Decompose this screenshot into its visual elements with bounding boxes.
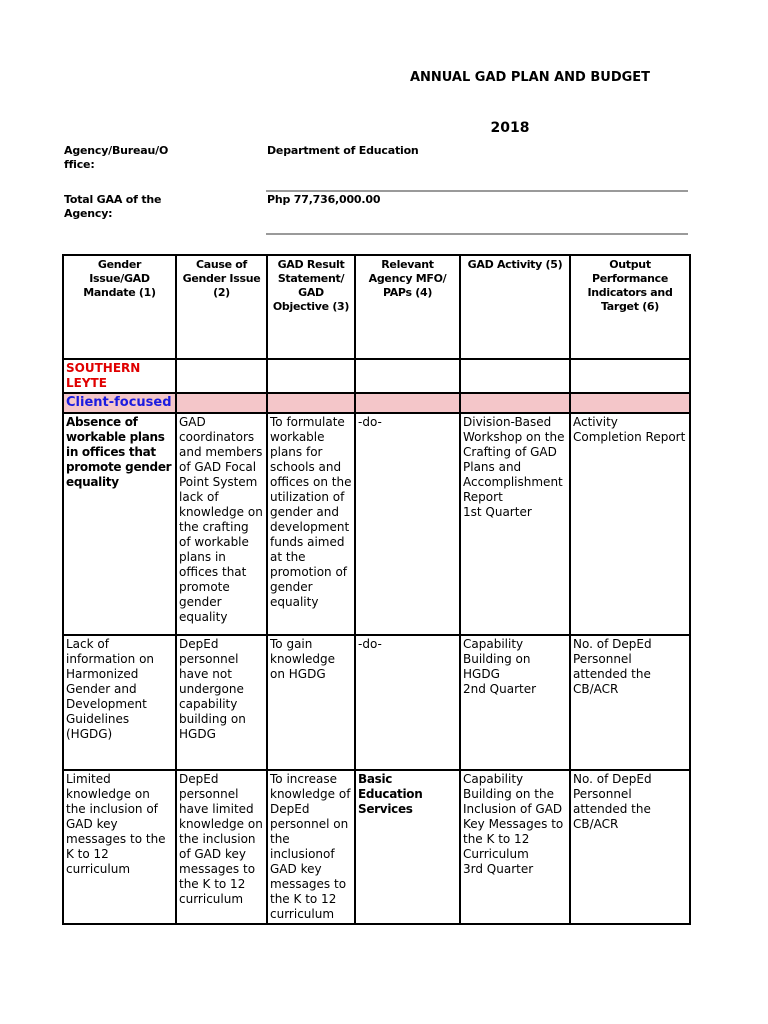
objective-cell: To increase knowledge of DepEd personnel on the inclusionof GAD key messages to the K to 12 curriculum: [267, 770, 355, 924]
section-label: Client-focused: [66, 395, 172, 410]
mfo-cell: -do-: [355, 635, 460, 770]
mfo-cell: Basic Education Services: [355, 770, 460, 924]
agency-label-line1: Agency/Bureau/O: [64, 144, 169, 157]
issue-cell: Limited knowledge on the inclusion of GAD key messages to the K to 12 curriculum: [63, 770, 176, 924]
activity-quarter: 1st Quarter: [463, 505, 532, 519]
issue-cell: Lack of information on Harmonized Gender and Development Guidelines (HGDG): [63, 635, 176, 770]
region-row: [63, 359, 690, 393]
header-cell: Output Performance Indicators and Target (6): [570, 255, 690, 359]
indicator-cell: Activity Completion Report: [570, 413, 690, 635]
plan-year: 2018: [490, 120, 530, 136]
table-row: [63, 770, 690, 924]
header-cell: Relevant Agency MFO/ PAPs (4): [355, 255, 460, 359]
activity-text: Capability Building on HGDG: [463, 637, 531, 681]
table-row: [63, 635, 690, 770]
header-cell: GAD Result Statement/ GAD Objective (3): [267, 255, 355, 359]
agency-label: [64, 144, 168, 172]
objective-cell: To gain knowledge on HGDG: [267, 635, 355, 770]
activity-quarter: 2nd Quarter: [463, 682, 537, 696]
cause-cell: DepEd personnel have not undergone capability building on HGDG: [176, 635, 267, 770]
objective-cell: To formulate workable plans for schools and offices on the utilization of gender and development funds aimed at the promotion of gender equality: [267, 413, 355, 635]
activity-text: Division-Based Workshop on the Crafting of GAD Plans and Accomplishment Report: [463, 415, 565, 504]
agency-value: Department of Education: [267, 144, 419, 157]
gaa-label-line2: Agency:: [64, 207, 113, 220]
cause-cell: DepEd personnel have limited knowledge on the inclusion of GAD key messages to the K to 12 curriculum: [176, 770, 267, 924]
gaa-value: Php 77,736,000.00: [267, 193, 381, 206]
activity-cell: [460, 770, 570, 924]
gaa-underline: [266, 233, 688, 235]
section-row: [63, 393, 690, 413]
indicator-cell: No. of DepEd Personnel attended the CB/ACR: [570, 635, 690, 770]
mfo-cell: -do-: [355, 413, 460, 635]
header-cell: GAD Activity (5): [460, 255, 570, 359]
cause-cell: GAD coordinators and members of GAD Focal Point System lack of knowledge on the crafting of workable plans in offices that promote gender equality: [176, 413, 267, 635]
agency-label-line2: ffice:: [64, 158, 95, 171]
indicator-cell: No. of DepEd Personnel attended the CB/ACR: [570, 770, 690, 924]
table-row: [63, 413, 690, 635]
gad-plan-table: [62, 254, 691, 925]
header-cell: Gender Issue/GAD Mandate (1): [63, 255, 176, 359]
issue-cell: Absence of workable plans in offices that promote gender equality: [63, 413, 176, 635]
agency-underline: [266, 190, 688, 192]
activity-text: Capability Building on the Inclusion of GAD Key Messages to the K to 12 Curriculum: [463, 772, 564, 861]
gaa-label: [64, 193, 161, 221]
region-label: SOUTHERN LEYTE: [66, 361, 141, 390]
activity-cell: [460, 413, 570, 635]
page-title: ANNUAL GAD PLAN AND BUDGET: [409, 70, 651, 85]
gaa-label-line1: Total GAA of the: [64, 193, 162, 206]
activity-cell: [460, 635, 570, 770]
section-cell: [63, 393, 176, 413]
header-row: [63, 255, 690, 359]
header-cell: Cause of Gender Issue (2): [176, 255, 267, 359]
region-cell: [63, 359, 176, 393]
activity-quarter: 3rd Quarter: [463, 862, 534, 876]
